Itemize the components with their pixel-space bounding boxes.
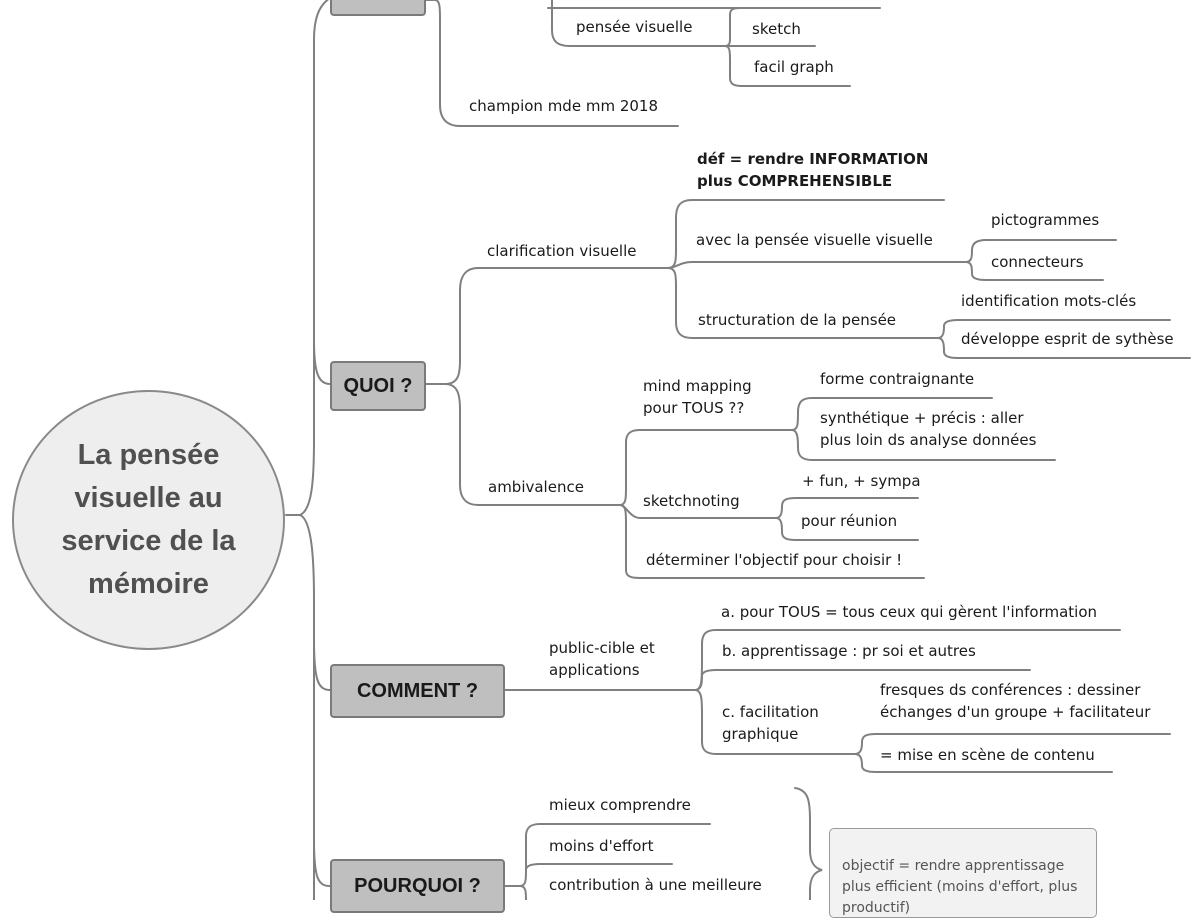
topic-champion[interactable]: champion mde mm 2018 [469,97,658,115]
topic-fun[interactable]: + fun, + sympa [802,472,921,490]
topic-ambivalence[interactable]: ambivalence [488,478,584,496]
topic-pour-tous[interactable]: a. pour TOUS = tous ceux qui gèrent l'information [721,603,1098,621]
topic-determiner[interactable]: déterminer l'objectif pour choisir ! [646,551,903,569]
topic-apprentissage[interactable]: b. apprentissage : pr soi et autres [722,642,976,660]
topic-forme-contraignante[interactable]: forme contraignante [820,370,975,388]
topic-structuration[interactable]: structuration de la pensée [698,311,897,329]
topic-moins-effort[interactable]: moins d'effort [549,837,654,855]
main-node-quoi-label: QUOI ? [343,374,413,397]
topic-sketch[interactable]: sketch [752,20,801,38]
topic-synthetique[interactable]: synthétique + précis : aller plus loin ds analyse données [820,409,1037,449]
pourquoi-contrib-line [520,886,526,900]
trunk-up-line [300,0,330,515]
topic-pour-reunion[interactable]: pour réunion [801,512,898,530]
central-topic-title: La pensée visuelle au service de la mémoire [61,439,236,600]
topic-pictogrammes[interactable]: pictogrammes [991,211,1100,229]
sketch-line [725,8,740,46]
topic-facilitation[interactable]: c. facilitation graphique [722,703,819,743]
summary-callout[interactable] [829,828,1097,918]
topic-facil-graph[interactable]: facil graph [754,58,834,76]
topic-definition[interactable]: déf = rendre INFORMATION plus COMPREHENSIBLE [697,150,929,190]
main-node-top[interactable] [330,0,426,16]
topic-avec-pensee[interactable]: avec la pensée visuelle visuelle [696,231,933,249]
topic-developpe[interactable]: développe esprit de sythèse [961,330,1174,348]
branch-quoi-line [314,340,330,384]
topic-public-cible[interactable]: public-cible et applications [549,639,655,679]
clarif-avec-line [668,262,966,268]
main-node-comment[interactable] [330,664,505,718]
topic-fresques[interactable]: fresques ds conférences : dessiner échanges d'un groupe + facilitateur [880,681,1151,721]
central-topic[interactable] [12,390,285,650]
topic-identification[interactable]: identification mots-clés [961,292,1137,310]
main-node-pourquoi[interactable] [330,859,505,913]
branch-pourquoi-line [314,840,330,886]
main-node-quoi[interactable] [330,361,426,411]
main-node-comment-label: COMMENT ? [356,679,479,702]
topic-connecteurs[interactable]: connecteurs [991,253,1084,271]
quoi-trunk-line [426,268,668,384]
topic-clarification-visuelle[interactable]: clarification visuelle [487,242,637,260]
summary-callout-text: objectif = rendre apprentissage plus efficient (moins d'effort, plus productif) [842,858,1078,916]
topic-pensee-visuelle[interactable]: pensée visuelle [576,18,693,36]
pourquoi-moins-line [526,864,672,870]
topic-mind-mapping[interactable]: mind mapping pour TOUS ?? [643,377,752,417]
trunk-down-line [300,515,314,900]
topic-mieux-comprendre[interactable]: mieux comprendre [549,796,691,814]
topic-mise-en-scene[interactable]: = mise en scène de contenu [880,746,1095,764]
branch-comment-line [314,640,330,690]
topic-contribution[interactable]: contribution à une meilleure [549,876,762,894]
topic-sketchnoting[interactable]: sketchnoting [643,492,740,510]
main-node-pourquoi-label: POURQUOI ? [354,874,481,897]
pourquoi-bracket-line [795,788,822,900]
